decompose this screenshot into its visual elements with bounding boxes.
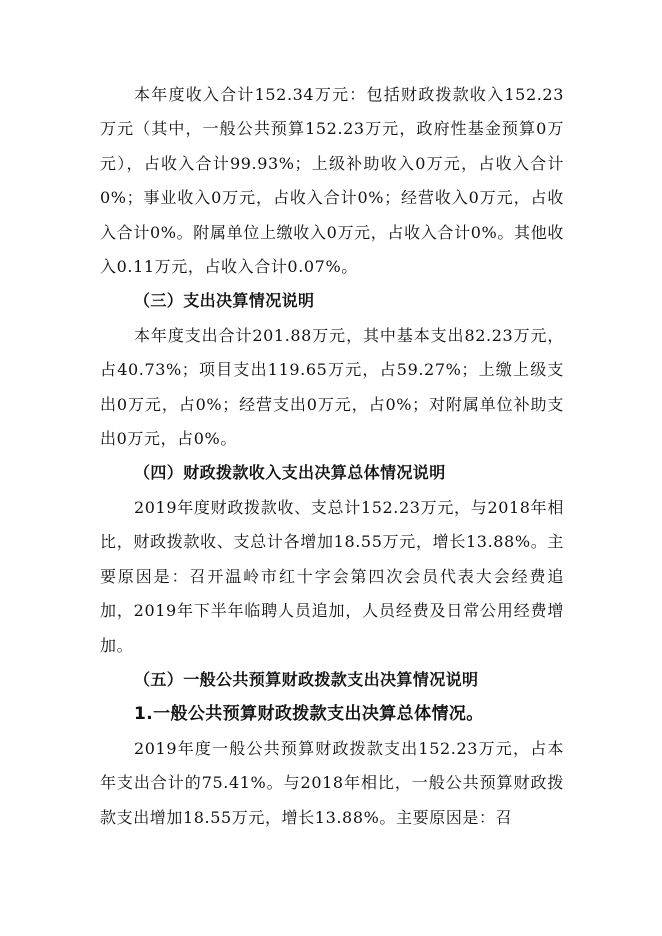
paragraph-fiscal-appropriation-overall: 2019年度财政拨款收、支总计152.23万元，与2018年相比，财政拨款收、支总计各增加18.55万元，增长13.88%。主要原因是：召开温岭市红十字会第四次会员代表大会经费追加，2019年下半年临聘人员追加，人员经费及日常公用经费增加。: [100, 497, 564, 655]
paragraph-income-summary: 本年度收入合计152.34万元：包括财政拨款收入152.23万元（其中，一般公共预算152.23万元，政府性基金预算0万元），占收入合计99.93%；上级补助收入0万元，占收入合计0%；事业收入0万元，占收入合计0%；经营收入0万元，占收入合计0%。附属单位上缴收入0万元，占收入合计0%。其他收入0.11万元，占收入合计0.07%。: [100, 85, 564, 277]
subheading-general-public-budget-overall: 1.一般公共预算财政拨款支出决算总体情况。: [134, 704, 484, 725]
heading-general-public-budget: （五）一般公共预算财政拨款支出决算情况说明: [134, 669, 479, 689]
paragraph-general-public-budget-overall: 2019年度一般公共预算财政拨款支出152.23万元，占本年支出合计的75.41%。与2018年相比，一般公共预算财政拨款支出增加18.55万元，增长13.88%。主要原因是：召: [100, 738, 564, 827]
paragraph-expenditure-summary: 本年度支出合计201.88万元，其中基本支出82.23万元，占40.73%；项目支出119.65万元，占59.27%；上缴上级支出0万元，占0%；经营支出0万元，占0%；对附属单位补助支出0万元，占0%。: [100, 325, 564, 449]
document-body: [100, 78, 564, 835]
heading-fiscal-appropriation-overall: （四）财政拨款收入支出决算总体情况说明: [134, 463, 446, 483]
heading-expenditure-final: （三）支出决算情况说明: [134, 291, 315, 311]
